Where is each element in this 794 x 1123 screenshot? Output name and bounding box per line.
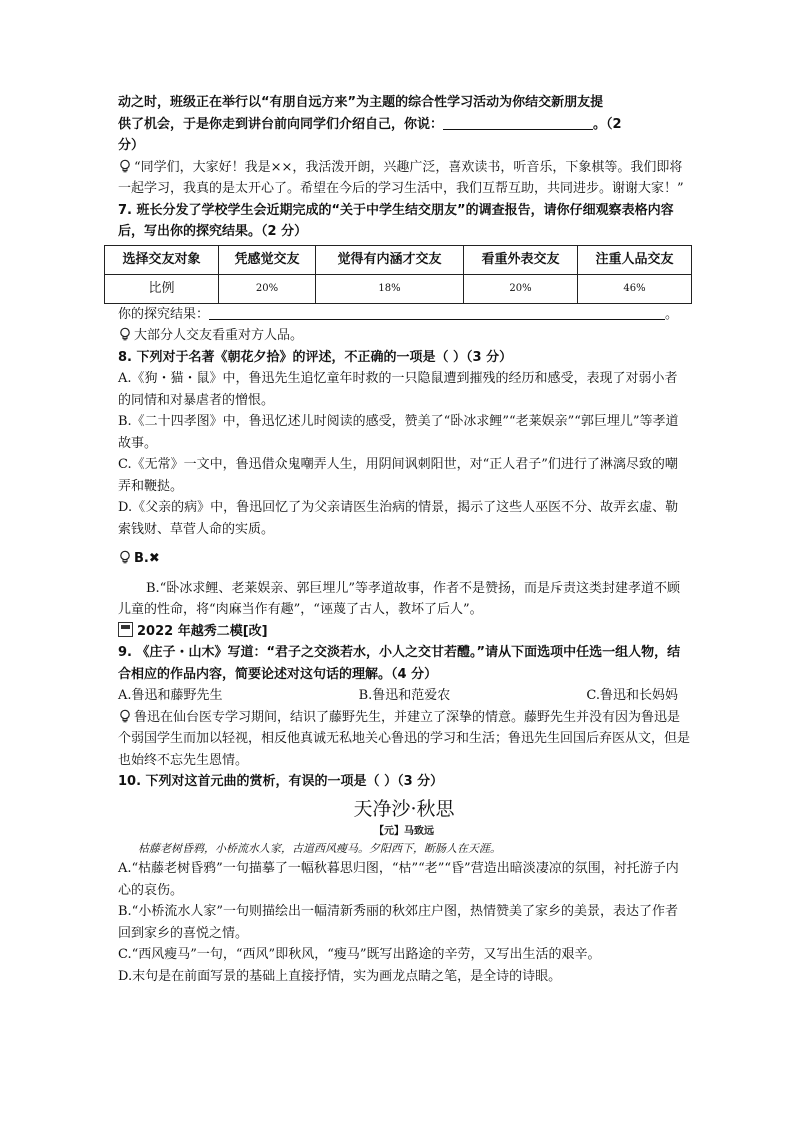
q6-line2-pre: 供了机会，于是你走到讲台前向同学们介绍自己，你说： <box>118 116 444 132</box>
q6-line2 <box>118 114 690 136</box>
q7-result-label: 你的探究结果： <box>118 306 210 322</box>
q7-result-blank <box>209 305 665 320</box>
source-tag <box>118 621 690 643</box>
q6-answer-blank <box>443 115 593 130</box>
q9-options <box>118 685 678 707</box>
q7-answer <box>118 325 690 347</box>
survey-table-cell: 20% <box>463 274 577 303</box>
survey-table-header: 选择交友对象 <box>105 245 219 274</box>
q7-result-end: 。 <box>665 306 679 322</box>
q7-stem: 7. 班长分发了学校学生会近期完成的“关于中学生结交朋友”的调查报告，请你仔细观察表格内容后，写出你的探究结果。（2 分） <box>118 202 674 239</box>
exam-content <box>118 92 690 987</box>
q9-option-b: B.鲁迅和范爱农 <box>358 688 451 703</box>
poem-text: 枯藤老树昏鸦，小桥流水人家，古道西风瘦马。夕阳西下，断肠人在天涯。 <box>138 842 501 855</box>
source-tag-text: 2022 年越秀二模[改] <box>137 623 268 639</box>
q8-explanation: B.“卧冰求鲤、老莱娱亲、郭巨埋儿”等孝道故事，作者不是赞扬，而是斥责这类封建孝道不顾儿童的性命，将“肉麻当作有趣”，“诬蔑了古人，教坏了后人”。 <box>118 580 680 617</box>
lightbulb-icon <box>118 327 132 341</box>
q9-answer <box>118 707 690 772</box>
q10-stem: 10. 下列对这首元曲的赏析，有误的一项是（ ）（3 分） <box>118 774 444 789</box>
q6-answer-text: “同学们，大家好！我是××，我活泼开朗，兴趣广泛，喜欢读书，听音乐，下象棋等。我们即将一起学习，我真的是太开心了。希望在今后的学习生活中，我们互帮互助，共同进步。谢谢大家！” <box>118 159 684 196</box>
survey-table-cell: 18% <box>315 274 463 303</box>
q6-line2-post: 。（2 <box>593 116 622 132</box>
survey-table-header: 注重人品交友 <box>577 245 691 274</box>
spacer <box>118 540 690 548</box>
survey-table-header-row <box>105 245 692 274</box>
survey-table-cell: 46% <box>577 274 691 303</box>
lightbulb-icon <box>118 550 132 564</box>
q6-line1: 动之时，班级正在举行以“有朋自远方来”为主题的综合性学习活动为你结交新朋友提 <box>118 95 604 110</box>
q6-answer <box>118 157 690 200</box>
q9-answer-text: 鲁迅在仙台医专学习期间，结识了藤野先生，并建立了深挚的情意。藤野先生并没有因为鲁迅是个弱国学生而加以轻视，相反他真诚无私地关心鲁迅的学习和生活；鲁迅先生回国后弃医从文，但是也始终不忘先生恩情。 <box>118 709 691 768</box>
q7-answer-text: 大部分人交友看重对方人品。 <box>134 328 304 343</box>
q9-option-c: C.鲁迅和长妈妈 <box>586 688 678 703</box>
survey-table-cell: 20% <box>218 274 315 303</box>
q10-option-b: B.“小桥流水人家”一句则描绘出一幅清新秀丽的秋郊庄户图，热情赞美了家乡的美景，表达了作者回到家乡的喜悦之情。 <box>118 904 678 941</box>
q8-stem: 8. 下列对于名著《朝花夕拾》的评述，不正确的一项是（ ）（3 分） <box>118 349 513 365</box>
q10-option-a: A.“枯藤老树昏鸦”一句描摹了一幅秋暮思归图，“枯”“老”“昏”营造出暗淡凄凉的氛围，衬托游子内心的哀伤。 <box>118 861 679 898</box>
q10-option-c: C.“西风瘦马”一句，“西风”即秋风，“瘦马”既写出路途的辛劳，又写出生活的艰辛。 <box>118 947 601 962</box>
lightbulb-icon <box>118 709 132 723</box>
q10-option-d: D.末句是在前面写景的基础上直接抒情，实为画龙点睛之笔，是全诗的诗眼。 <box>118 968 562 984</box>
q8-option-b: B.《二十四孝图》中，鲁迅忆述儿时阅读的感受，赞美了“卧冰求鲤”“老莱娱亲”“郭巨埋儿”等孝道故事。 <box>118 414 679 451</box>
q9-option-a: A.鲁迅和藤野先生 <box>118 688 223 703</box>
spacer <box>118 570 690 578</box>
survey-table-cell: 比例 <box>105 274 219 303</box>
cross-mark-icon: ✖ <box>148 551 160 566</box>
survey-table-row <box>105 274 692 303</box>
q8-answer-letter: B. <box>134 551 149 566</box>
q7-result <box>118 304 690 326</box>
q8-option-d: D.《父亲的病》中，鲁迅回忆了为父亲请医生治病的情景，揭示了这些人巫医不分、故弄玄虚、勒索钱财、草菅人命的实质。 <box>118 500 679 537</box>
poem-title: 天净沙·秋思 <box>353 797 455 820</box>
poem-author: 【元】马致远 <box>374 826 434 837</box>
q8-option-a: A.《狗・猫・鼠》中，鲁迅先生追忆童年时救的一只隐鼠遭到摧残的经历和感受，表现了对弱小者的同情和对暴虐者的憎恨。 <box>118 371 678 408</box>
survey-table-header: 凭感觉交友 <box>218 245 315 274</box>
lightbulb-icon <box>118 159 132 173</box>
q6-line3: 分） <box>118 138 145 153</box>
q8-answer <box>118 548 690 570</box>
survey-table <box>104 245 692 304</box>
q8-option-c: C.《无常》一文中，鲁迅借众鬼嘲弄人生，用阴间讽刺阳世，对“正人君子”们进行了淋漓尽致的嘲弄和鞭挞。 <box>118 457 678 494</box>
q9-stem: 9. 《庄子・山木》写道：“君子之交淡若水，小人之交甘若醴。”请从下面选项中任选一组人物，结合相应的作品内容，简要论述对这句话的理解。（4 分） <box>118 645 681 682</box>
survey-table-header: 觉得有内涵才交友 <box>315 245 463 274</box>
survey-table-header: 看重外表交友 <box>463 245 577 274</box>
calendar-icon <box>118 622 133 637</box>
